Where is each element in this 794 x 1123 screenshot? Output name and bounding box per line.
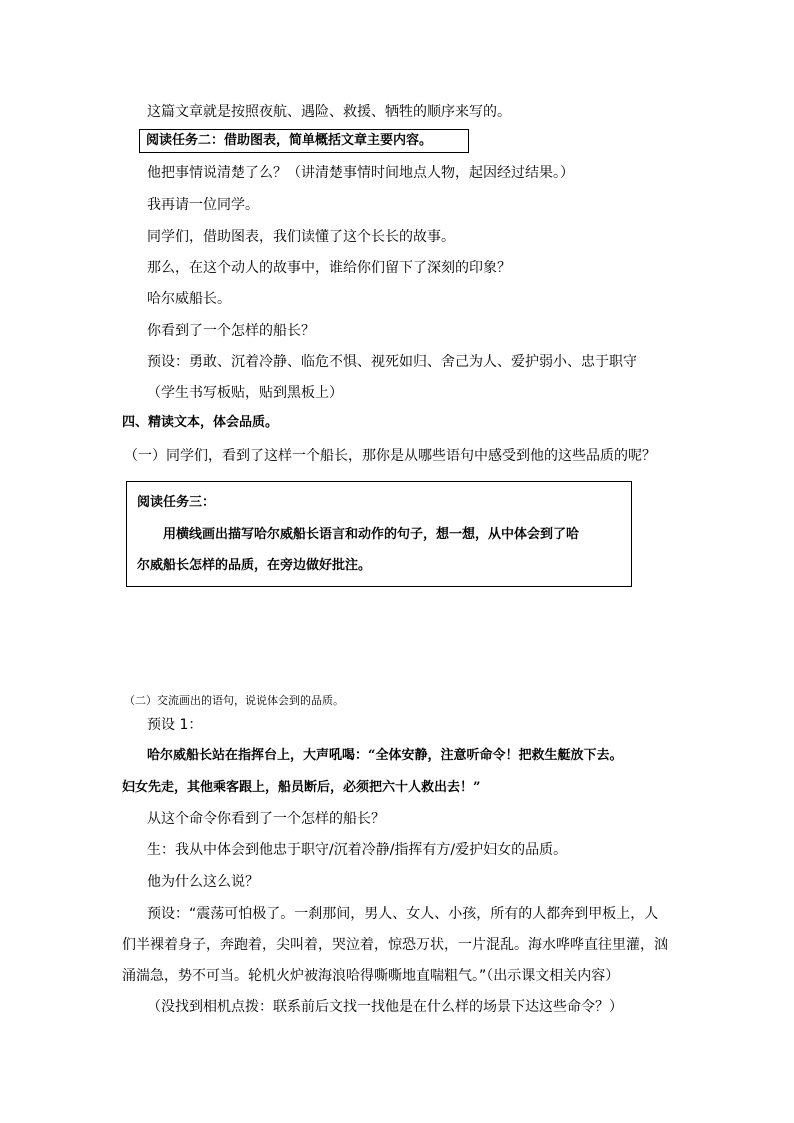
paragraph-line: 们半裸着身子，奔跑着，尖叫着，哭泣着，惊恐万状，一片混乱。海水哗哗直往里灌，汹 [122, 937, 668, 953]
quote-line: 哈尔威船长站在指挥台上，大声吼喝：“全体安静，注意听命令！把救生艇放下去。 [147, 748, 623, 763]
paragraph-line: 涌湍急，势不可当。轮机火炉被海浪哈得嘶嘶地直喘粗气。”（出示课文相关内容） [122, 968, 620, 984]
text-line: 生：我从中体会到他忠于职守/沉着冷静/指挥有方/爱护妇女的品质。 [147, 842, 568, 858]
text-line: 你看到了一个怎样的船长？ [147, 323, 315, 339]
preset-label: 预设 1： [147, 717, 203, 733]
reading-task-3-title: 阅读任务三： [137, 495, 216, 510]
text-line: 我再请一位同学。 [147, 197, 259, 213]
section-heading: 四、精读文本，体会品质。 [122, 415, 279, 430]
quote-line: 妇女先走，其他乘客跟上，船员断后，必须把六十人救出去！” [122, 780, 481, 795]
text-line: （学生书写板贴，贴到黑板上） [147, 385, 343, 401]
question-1: （一）同学们，看到了这样一个船长，那你是从哪些语句中感受到他的这些品质的呢？ [124, 448, 656, 464]
reading-task-2-label: 阅读任务二：借助图表，简单概括文章主要内容。 [146, 133, 433, 148]
reading-task-3-text: 用横线画出描写哈尔威船长语言和动作的句子，想一想，从中体会到了哈 [163, 527, 580, 542]
text-line: 他把事情说清楚了么？（讲清楚事情时间地点人物，起因经过结果。） [147, 165, 574, 181]
text-line: 从这个命令你看到了一个怎样的船长？ [147, 811, 385, 827]
question-2: （二）交流画出的语句，说说体会到的品质。 [124, 694, 344, 707]
text-line: 同学们，借助图表，我们读懂了这个长长的故事。 [147, 229, 455, 245]
text-line: 预设：勇敢、沉着冷静、临危不惧、视死如归、舍己为人、爱护弱小、忠于职守 [147, 354, 637, 370]
text-line: 那么，在这个动人的故事中，谁给你们留下了深刻的印象？ [147, 260, 511, 276]
paragraph-line: 预设：“震荡可怕极了。一刹那间，男人、女人、小孩，所有的人都奔到甲板上，人 [147, 906, 659, 922]
reading-task-3-text: 尔威船长怎样的品质，在旁边做好批注。 [137, 558, 372, 573]
text-line: 他为什么这么说？ [147, 874, 259, 890]
hint-line: （没找到相机点拨：联系前后文找一找他是在什么样的场景下达这些命令？） [147, 999, 623, 1015]
text-line: 这篇文章就是按照夜航、遇险、救援、牺牲的顺序来写的。 [147, 104, 511, 120]
text-line: 哈尔威船长。 [147, 291, 231, 307]
